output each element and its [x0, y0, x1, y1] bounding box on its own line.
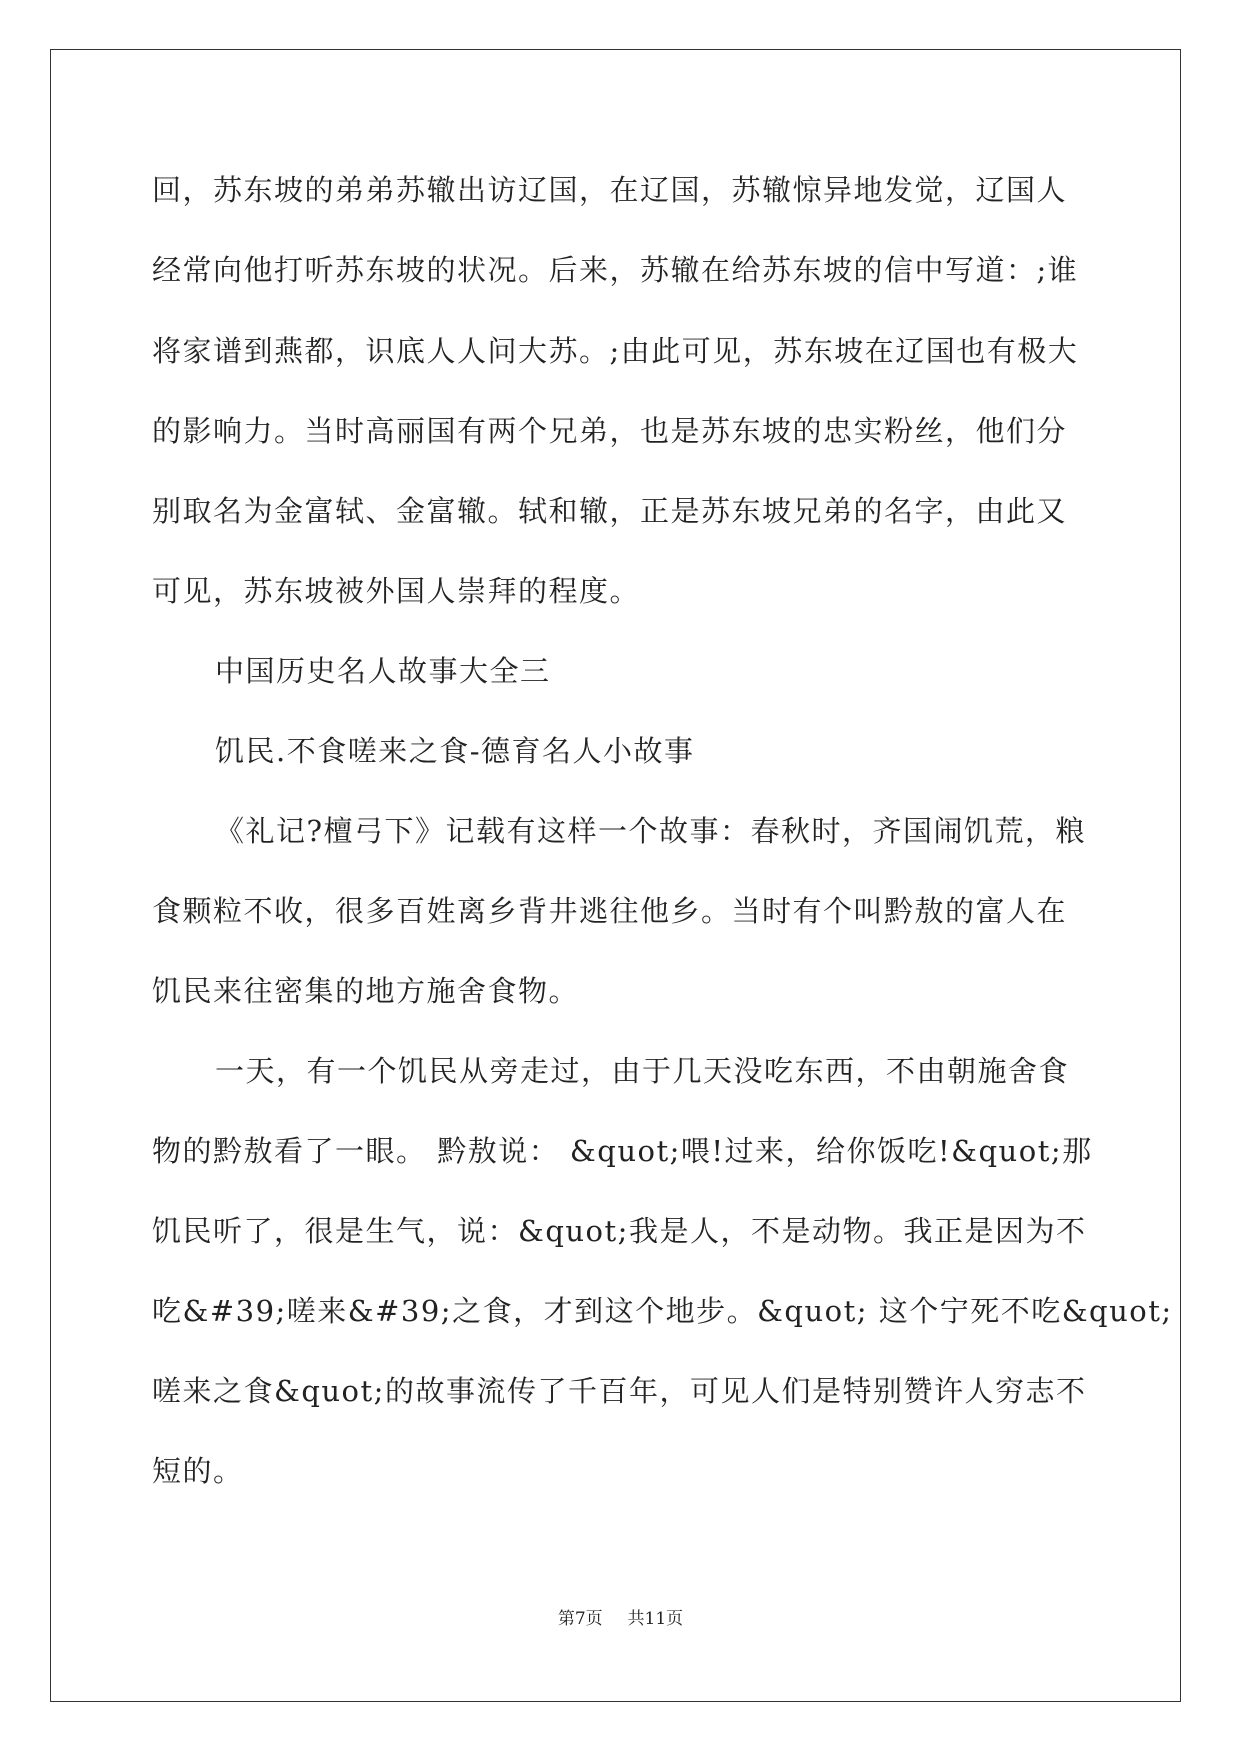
text-line: 回，苏东坡的弟弟苏辙出访辽国，在辽国，苏辙惊异地发觉，辽国人 [152, 173, 1068, 207]
text-line: 吃&#39;嗟来&#39;之食，才到这个地步。&quot; 这个宁死不吃&quot; [152, 1294, 1173, 1328]
text-line: 食颗粒不收，很多百姓离乡背井逃往他乡。当时有个叫黔敖的富人在 [152, 894, 1068, 928]
text-line: 《礼记?檀弓下》记载有这样一个故事：春秋时，齐国闹饥荒，粮 [215, 814, 1087, 848]
page-footer [0, 1608, 1241, 1630]
text-line: 可见，苏东坡被外国人崇拜的程度。 [152, 574, 641, 608]
page-number: 第7页 [557, 1609, 603, 1629]
text-line: 嗟来之食&quot;的故事流传了千百年，可见人们是特别赞许人穷志不 [152, 1374, 1087, 1408]
page-total: 共11页 [627, 1609, 684, 1629]
text-line: 饥民来往密集的地方施舍食物。 [152, 974, 580, 1008]
section-heading: 中国历史名人故事大全三 [215, 654, 551, 688]
text-line: 别取名为金富轼、金富辙。轼和辙，正是苏东坡兄弟的名字，由此又 [152, 494, 1068, 528]
text-line: 一天，有一个饥民从旁走过，由于几天没吃东西，不由朝施舍食 [215, 1054, 1070, 1088]
text-line: 的影响力。当时高丽国有两个兄弟，也是苏东坡的忠实粉丝，他们分 [152, 414, 1068, 448]
text-line: 将家谱到燕都，识底人人问大苏。;由此可见，苏东坡在辽国也有极大 [152, 334, 1079, 368]
text-line: 饥民听了，很是生气，说：&quot;我是人，不是动物。我正是因为不 [152, 1214, 1087, 1248]
story-title: 饥民.不食嗟来之食-德育名人小故事 [215, 734, 695, 768]
text-line: 经常向他打听苏东坡的状况。后来，苏辙在给苏东坡的信中写道：;谁 [152, 253, 1079, 287]
text-line: 短的。 [152, 1454, 244, 1488]
text-line: 物的黔敖看了一眼。 黔敖说： &quot;喂!过来，给你饭吃!&quot;那 [152, 1134, 1093, 1168]
